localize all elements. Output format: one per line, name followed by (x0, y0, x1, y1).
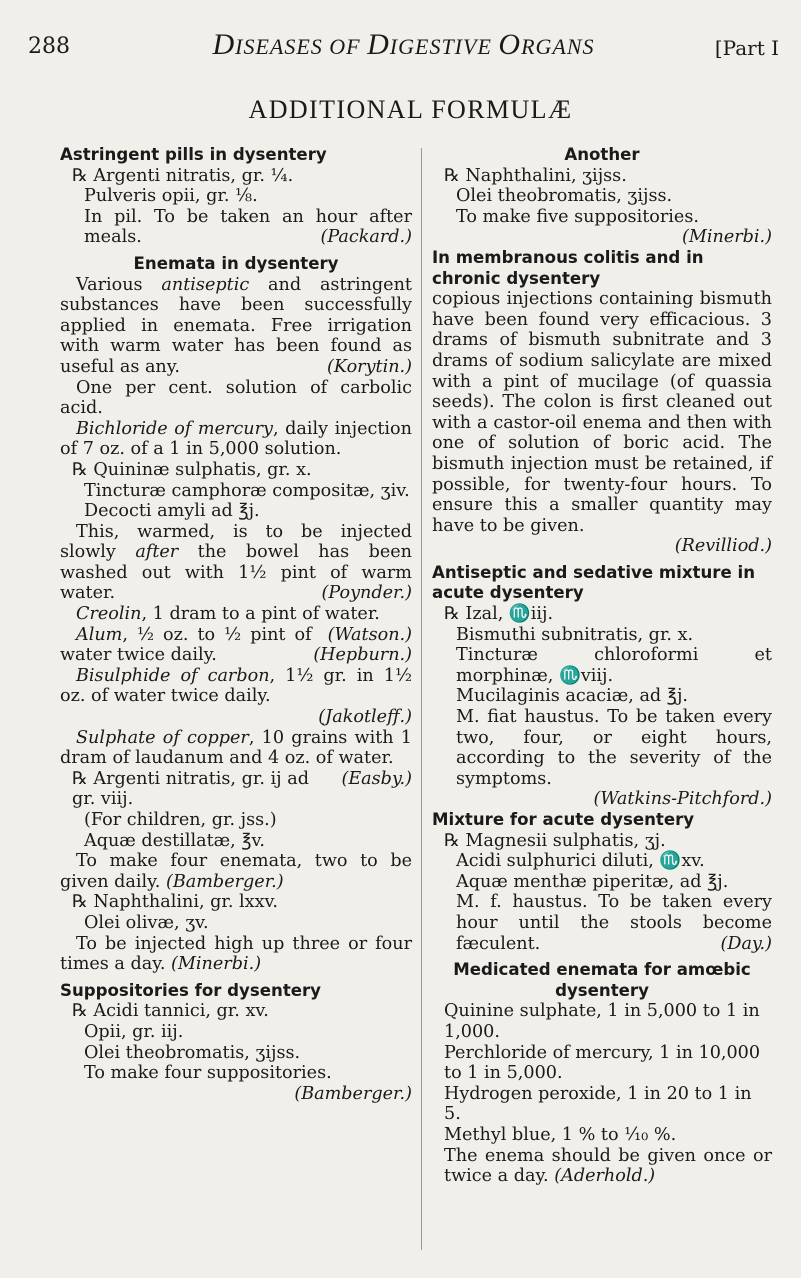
list-item: Methyl blue, 1 % to ⅒ %. (444, 1124, 677, 1145)
heading-enemata: Enemata in dysentery (133, 253, 339, 273)
recipe-line: Opii, gr. iij. (84, 1021, 184, 1042)
recipe-line: ℞ Izal, ♏iij. (444, 604, 554, 625)
recipe-line: Tincturæ camphoræ compositæ, ʒiv. (84, 480, 410, 501)
recipe-direction: In pil. To be taken an hour after meals. (Packard.) (84, 206, 412, 248)
right-column (432, 145, 772, 1187)
paragraph: Bisulphide of carbon, 1½ gr. in 1½ oz. of water twice daily. (60, 665, 412, 707)
column-divider (421, 148, 422, 1250)
paragraph: The enema should be given once or twice a day. (Aderhold.) (444, 1145, 772, 1187)
heading-antiseptic-sedative: Antiseptic and sedative mixture in acute dysentery (432, 562, 756, 603)
recipe-line: ℞ Naphthalini, ʒijss. (444, 165, 627, 186)
running-head (28, 28, 779, 68)
heading-astringent-pills: Astringent pills in dysentery (60, 145, 327, 164)
page-number: 288 (28, 34, 70, 59)
list-item: Perchloride of mercury, 1 in 10,000 to 1 in 5,000. (444, 1042, 761, 1084)
recipe-line: Bismuthi subnitratis, gr. x. (456, 624, 694, 645)
left-column (60, 145, 412, 1104)
citation: (Revilliod.) (674, 536, 772, 557)
paragraph: To be injected high up three or four times a day. (Minerbi.) (60, 933, 412, 975)
paragraph: Alum, ½ oz. to ½ pint of water twice daily. (Hepburn.) (60, 624, 412, 666)
running-title: DISEASES OF DIGESTIVE ORGANS (212, 28, 595, 61)
citation: (Minerbi.) (681, 227, 772, 248)
section-title: ADDITIONAL FORMULÆ (248, 95, 573, 124)
recipe-line: Decocti amyli ad ℥j. (84, 501, 260, 522)
paragraph: Various antiseptic and astringent substances have been successfully applied in enemata. Free irrigation with warm water has been found as useful as any. (Korytin.) (60, 274, 412, 377)
list-item: Hydrogen peroxide, 1 in 20 to 1 in 5. (444, 1083, 752, 1125)
recipe-line: ℞ Argenti nitratis, gr. ij ad gr. viij. (72, 768, 309, 810)
citation: (Bamberger.) (294, 1083, 412, 1104)
heading-suppositories: Suppositories for dysentery (60, 980, 322, 1000)
recipe-direction: M. f. haustus. To be taken every hour until the stools become fæculent. (Day.) (456, 892, 772, 954)
recipe-line: Pulveris opii, gr. ⅛. (84, 186, 258, 207)
heading-medicated-enemata: Medicated enemata for amœbic dysentery (453, 960, 751, 1000)
recipe-line: Aquæ menthæ piperitæ, ad ℥j. (456, 871, 729, 892)
recipe-line: ℞ Quininæ sulphatis, gr. x. (72, 459, 312, 480)
recipe-line: Tincturæ chloroformi et morphinæ, ♏viij. (456, 645, 772, 686)
recipe-line: To make five suppositories. (456, 206, 699, 227)
recipe-line: Acidi sulphurici diluti, ♏xv. (456, 851, 705, 872)
paragraph: copious injections containing bismuth have been found very efficacious. 3 drams of bismuth subnitrate and 3 drams of sodium salicylate are mixed with a pint of mucilage (of quassia seeds). The colon is first cleaned out with a castor-oil enema and then with one of solution of boric acid. The bismuth injection must be retained, if possible, for twenty-four hours. To ensure this a smaller quantity may have to be given. (432, 289, 772, 536)
recipe-direction: M. fiat haustus. To be taken every two, four, or eight hours, according to the severity of the symptoms. (456, 707, 772, 789)
heading-mixture: Mixture for acute dysentery (432, 810, 695, 829)
recipe-line: Mucilaginis acaciæ, ad ℥j. (456, 686, 689, 707)
recipe-line: ℞ Argenti nitratis, gr. ¼. (72, 165, 294, 186)
recipe-line: Olei theobromatis, ʒijss. (456, 186, 673, 207)
paragraph: This, warmed, is to be injected slowly after the bowel has been washed out with 1½ pint of warm water. (Poynder.) (60, 521, 412, 604)
paragraph: To make four enemata, two to be given daily. (Bamberger.) (60, 851, 412, 892)
recipe-line: ℞ Magnesii sulphatis, ʒj. (444, 830, 666, 851)
list-item: Quinine sulphate, 1 in 5,000 to 1 in 1,000. (444, 1001, 760, 1042)
recipe-line: To make four suppositories. (84, 1063, 332, 1084)
citation: (Watkins-Pitchford.) (593, 789, 772, 810)
paragraph: Bichloride of mercury, daily injection of 7 oz. of a 1 in 5,000 solution. (60, 418, 412, 460)
citation: (Jakotleff.) (318, 707, 412, 728)
paragraph: Sulphate of copper, 10 grains with 1 dram of laudanum and 4 oz. of water. (Easby.) (60, 727, 412, 789)
paragraph: One per cent. solution of carbolic acid. (60, 377, 412, 419)
recipe-line: ℞ Acidi tannici, gr. xv. (72, 1001, 269, 1022)
part-label: [Part I (714, 36, 779, 60)
recipe-line: Olei theobromatis, ʒijss. (84, 1042, 301, 1063)
recipe-line: ℞ Naphthalini, gr. lxxv. (72, 892, 278, 913)
recipe-line: Aquæ destillatæ, ℥v. (84, 830, 265, 851)
recipe-line: (For children, gr. jss.) (84, 810, 277, 830)
recipe-line: Olei olivæ, ʒv. (84, 912, 209, 933)
heading-membranous-colitis: In membranous colitis and in chronic dysentery (432, 247, 704, 288)
paragraph: Creolin, 1 dram to a pint of water. (Watson.) (76, 604, 412, 645)
heading-another: Another (564, 145, 640, 164)
